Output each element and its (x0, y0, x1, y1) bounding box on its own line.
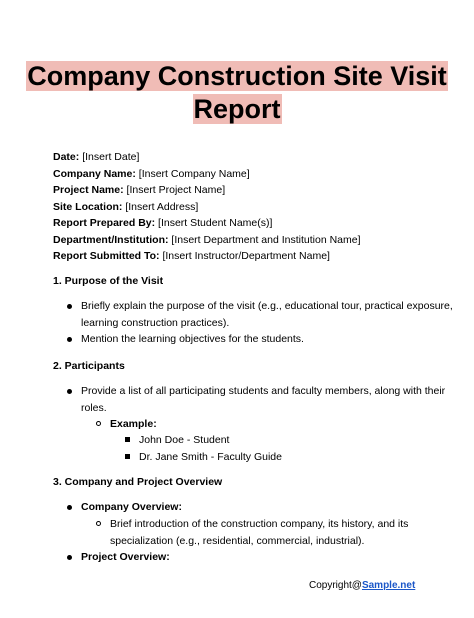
bullet-disc (67, 505, 72, 510)
detail-label: Project Name: (53, 184, 124, 196)
detail-row-submitted-to (53, 248, 361, 265)
detail-row-date (53, 149, 361, 166)
example-label: Example: (110, 418, 157, 430)
example-item: John Doe - Student (139, 434, 230, 446)
bullet-text: Provide a list of all participating students and faculty members, along with their (81, 385, 446, 397)
detail-row-department (53, 232, 361, 249)
detail-label: Date: (53, 151, 80, 163)
bullet-circle (96, 521, 101, 526)
detail-value: [Insert Project Name] (126, 184, 226, 196)
detail-label: Report Submitted To: (53, 250, 160, 262)
detail-row-company (53, 166, 361, 183)
detail-value: [Insert Date] (82, 151, 140, 163)
bullet-disc (67, 555, 72, 560)
section-heading-purpose: 1. Purpose of the Visit (53, 275, 164, 287)
detail-label: Report Prepared By: (53, 217, 156, 229)
section-heading-participants: 2. Participants (53, 360, 125, 372)
bullet-square (125, 437, 130, 442)
project-overview-label: Project Overview: (81, 551, 170, 563)
bullet-disc (67, 337, 72, 342)
purpose-bullet-1 (81, 298, 453, 331)
detail-label: Company Name: (53, 167, 136, 180)
bullet-text: specialization (e.g., residential, commercial, industrial). (110, 534, 365, 547)
example-item: Dr. Jane Smith - Faculty Guide (139, 451, 282, 463)
company-overview-label: Company Overview: (81, 501, 182, 513)
report-details (53, 149, 361, 265)
title-line-2: Report (193, 94, 281, 124)
participants-bullet (81, 383, 445, 416)
bullet-circle (96, 421, 101, 426)
detail-label: Site Location: (53, 200, 123, 213)
bullet-disc (67, 389, 72, 394)
purpose-bullet-2 (81, 331, 304, 348)
bullet-text: Mention the learning objectives for the students. (81, 333, 304, 345)
document-title (0, 60, 474, 126)
sample-net-link[interactable]: Sample.net (361, 580, 416, 591)
detail-value: [Insert Student Name(s)] (158, 217, 273, 229)
detail-value: [Insert Company Name] (138, 167, 250, 180)
title-line-1: Company Construction Site Visit (27, 61, 447, 91)
detail-value: [Insert Department and Institution Name] (171, 233, 361, 246)
detail-value: [Insert Instructor/Department Name] (162, 250, 330, 262)
copyright-text: Copyright@ (309, 580, 362, 591)
detail-value: [Insert Address] (125, 200, 199, 213)
bullet-text: learning construction practices). (81, 316, 230, 329)
bullet-text: Briefly explain the purpose of the visit (e.g., educational tour, practical exposure, (81, 300, 453, 312)
bullet-text: Brief introduction of the construction company, its history, and its (110, 518, 409, 530)
detail-row-project (53, 182, 361, 199)
section-heading-overview: 3. Company and Project Overview (53, 476, 223, 488)
detail-row-prepared-by (53, 215, 361, 232)
footer-copyright (309, 580, 415, 591)
detail-label: Department/Institution: (53, 233, 169, 246)
bullet-disc (67, 304, 72, 309)
bullet-text: roles. (81, 401, 107, 414)
detail-row-location (53, 199, 361, 216)
company-overview-detail (110, 516, 408, 549)
bullet-square (125, 454, 130, 459)
